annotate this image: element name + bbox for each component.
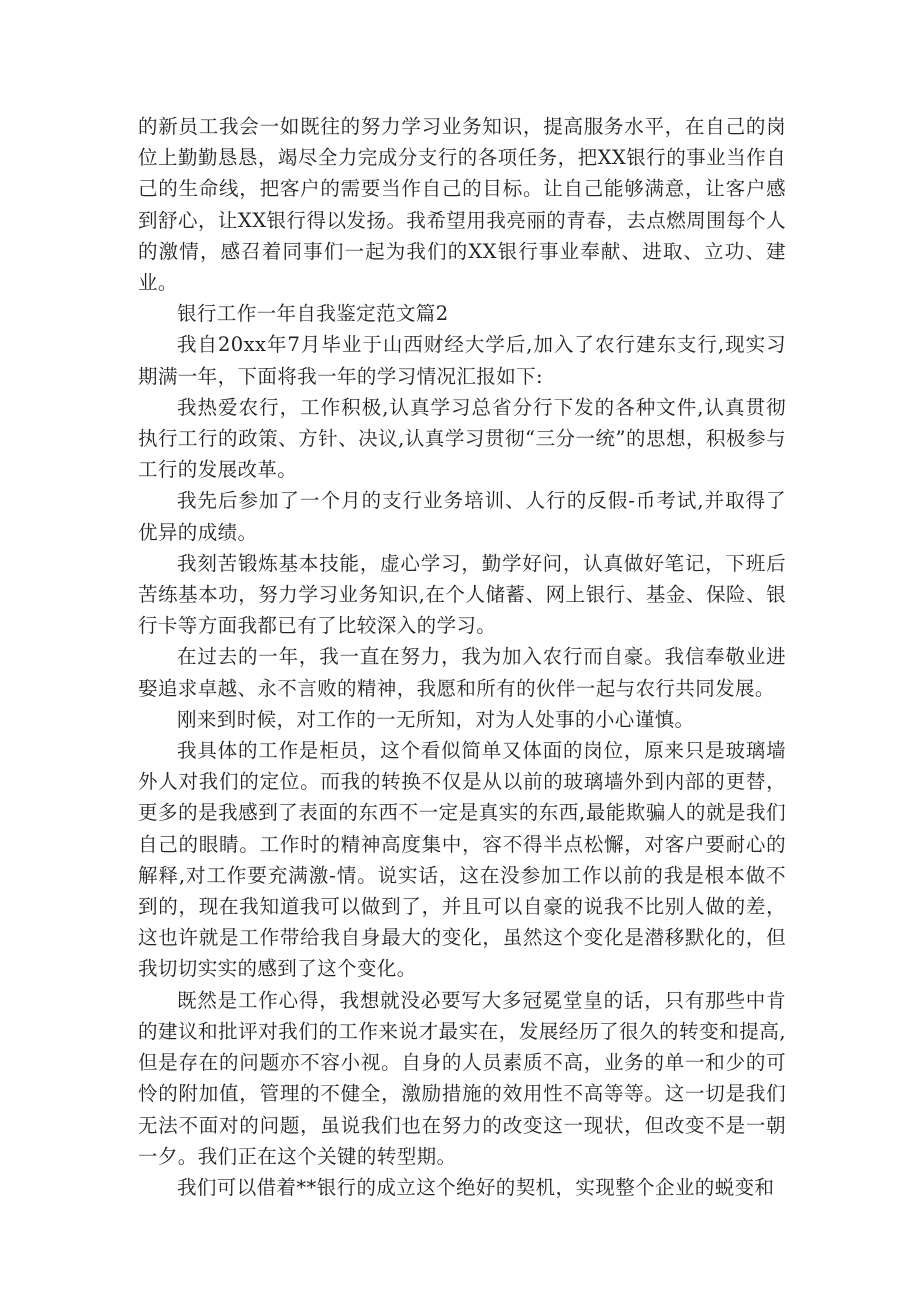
paragraph: 既然是工作心得，我想就没必要写大多冠冕堂皇的话，只有那些中肯的建议和批评对我们的工作来说才最实在，发展经历了很久的转变和提高,但是存在的问题亦不容小视。自身的人员素质不高，业务的单一和少的可怜的附加值，管理的不健全，激励措施的效用性不高等等。这一切是我们无法不面对的问题，虽说我们也在努力的改变这一现状，但改变不是一朝一夕。我们正在这个关键的转型期。 — [138, 988, 786, 1168]
paragraph: 我自20xx年7月毕业于山西财经大学后,加入了农行建东支行,现实习期满一年，下面将我一年的学习情况汇报如下: — [138, 333, 786, 388]
paragraph: 我热爱农行，工作积极,认真学习总省分行下发的各种文件,认真贯彻执行工行的政策、方针、决议,认真学习贯彻“三分一统”的思想，积极参与工行的发展改革。 — [138, 395, 786, 482]
paragraph: 我先后参加了一个月的支行业务培训、人行的反假-币考试,并取得了优异的成绩。 — [138, 489, 786, 544]
section-heading: 银行工作一年自我鉴定范文篇2 — [177, 302, 449, 326]
paragraph: 在过去的一年，我一直在努力，我为加入农行而自豪。我信奉敬业进娶追求卓越、永不言败的精神，我愿和所有的伙伴一起与农行共同发展。 — [138, 645, 786, 700]
paragraph-truncated: 我们可以借着**银行的成立这个绝好的契机，实现整个企业的蜕变和 — [177, 1175, 775, 1199]
paragraph: 我刻苦锻炼基本技能，虚心学习，勤学好问，认真做好笔记，下班后苦练基本功，努力学习业务知识,在个人储蓄、网上银行、基金、保险、银行卡等方面我都已有了比较深入的学习。 — [138, 551, 786, 638]
paragraph-continuation: 的新员工我会一如既往的努力学习业务知识，提高服务水平，在自己的岗位上勤勤恳恳，竭尽全力完成分支行的各项任务，把XX银行的事业当作自己的生命线，把客户的需要当作自己的目标。让自己能够满意，让客户感到舒心，让XX银行得以发扬。我希望用我亮丽的青春，去点燃周围每个人的激情，感召着同事们一起为我们的XX银行事业奉献、进取、立功、建业。 — [138, 115, 786, 295]
paragraph: 我具体的工作是柜员，这个看似简单又体面的岗位，原来只是玻璃墙外人对我们的定位。而我的转换不仅是从以前的玻璃墙外到内部的更替，更多的是我感到了表面的东西不一定是真实的东西,最能欺骗人的就是我们自己的眼睛。工作时的精神高度集中，容不得半点松懈，对客户要耐心的解释,对工作要充满激-情。说实话，这在没参加工作以前的我是根本做不到的，现在我知道我可以做到了，并且可以自豪的说我不比别人做的差，这也许就是工作带给我自身最大的变化，虽然这个变化是潜移默化的，但我切切实实的感到了这个变化。 — [138, 739, 786, 981]
paragraph: 刚来到时候，对工作的一无所知，对为人处事的小心谨慎。 — [177, 707, 695, 731]
